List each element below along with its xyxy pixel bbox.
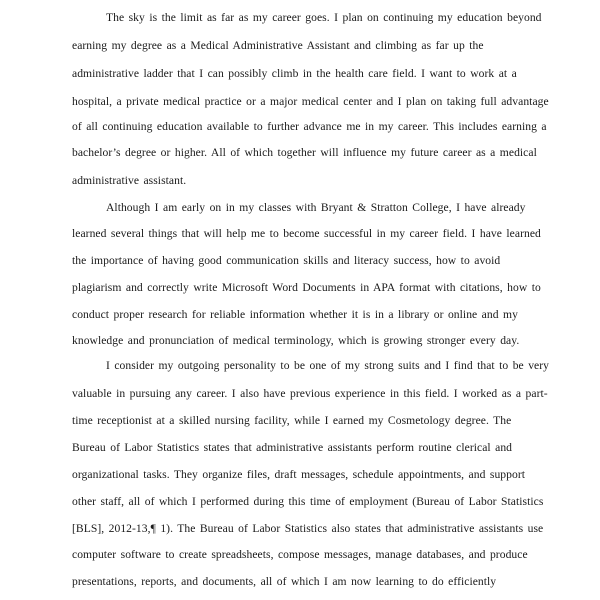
paragraph-1-line-5: of all continuing education available to further advance me in my career. This includes earning a [72, 120, 547, 133]
paragraph-1-line-6: bachelor’s degree or higher. All of which together will influence my future career as a medical [72, 146, 537, 159]
paragraph-1-line-3: administrative ladder that I can possibly climb in the health care field. I want to work at a [72, 67, 517, 80]
paragraph-3-line-3: time receptionist at a skilled nursing facility, while I earned my Cosmetology degree. The [72, 414, 512, 427]
paragraph-2-line-4: plagiarism and correctly write Microsoft Word Documents in APA format with citations, how to [72, 281, 541, 294]
paragraph-3-line-7: [BLS], 2012-13,¶ 1). The Bureau of Labor Statistics also states that administrative assistants use [72, 522, 544, 535]
paragraph-1-line-1: The sky is the limit as far as my career goes. I plan on continuing my education beyond [106, 11, 542, 24]
paragraph-1-line-4: hospital, a private medical practice or a major medical center and I plan on taking full advantage [72, 95, 549, 108]
paragraph-3-line-4: Bureau of Labor Statistics states that administrative assistants perform routine clerical and [72, 441, 513, 454]
paragraph-3-line-5: organizational tasks. They organize files, draft messages, schedule appointments, and support [72, 468, 526, 481]
paragraph-3-line-9: presentations, reports, and documents, all of which I am now learning to do efficiently [72, 575, 497, 588]
paragraph-1-line-7: administrative assistant. [72, 174, 187, 187]
paragraph-2-line-6: knowledge and pronunciation of medical terminology, which is growing stronger every day. [72, 334, 520, 347]
paragraph-2-line-1: Although I am early on in my classes with Bryant & Stratton College, I have already [106, 201, 526, 214]
paragraph-2-line-5: conduct proper research for reliable information whether it is in a library or online and my [72, 308, 518, 321]
paragraph-1-line-2: earning my degree as a Medical Administrative Assistant and climbing as far up the [72, 39, 484, 52]
paragraph-3-line-2: valuable in pursuing any career. I also have previous experience in this field. I worked as a part- [72, 387, 548, 400]
paragraph-2-line-2: learned several things that will help me to become successful in my career field. I have learned [72, 227, 541, 240]
paragraph-3-line-8: computer software to create spreadsheets, compose messages, manage databases, and produce [72, 548, 528, 561]
paragraph-2-line-3: the importance of having good communication skills and literacy success, how to avoid [72, 254, 501, 267]
paragraph-3-line-6: other staff, all of which I performed during this time of employment (Bureau of Labor Statistics [72, 495, 544, 508]
paragraph-3-line-1: I consider my outgoing personality to be one of my strong suits and I find that to be very [106, 359, 550, 372]
